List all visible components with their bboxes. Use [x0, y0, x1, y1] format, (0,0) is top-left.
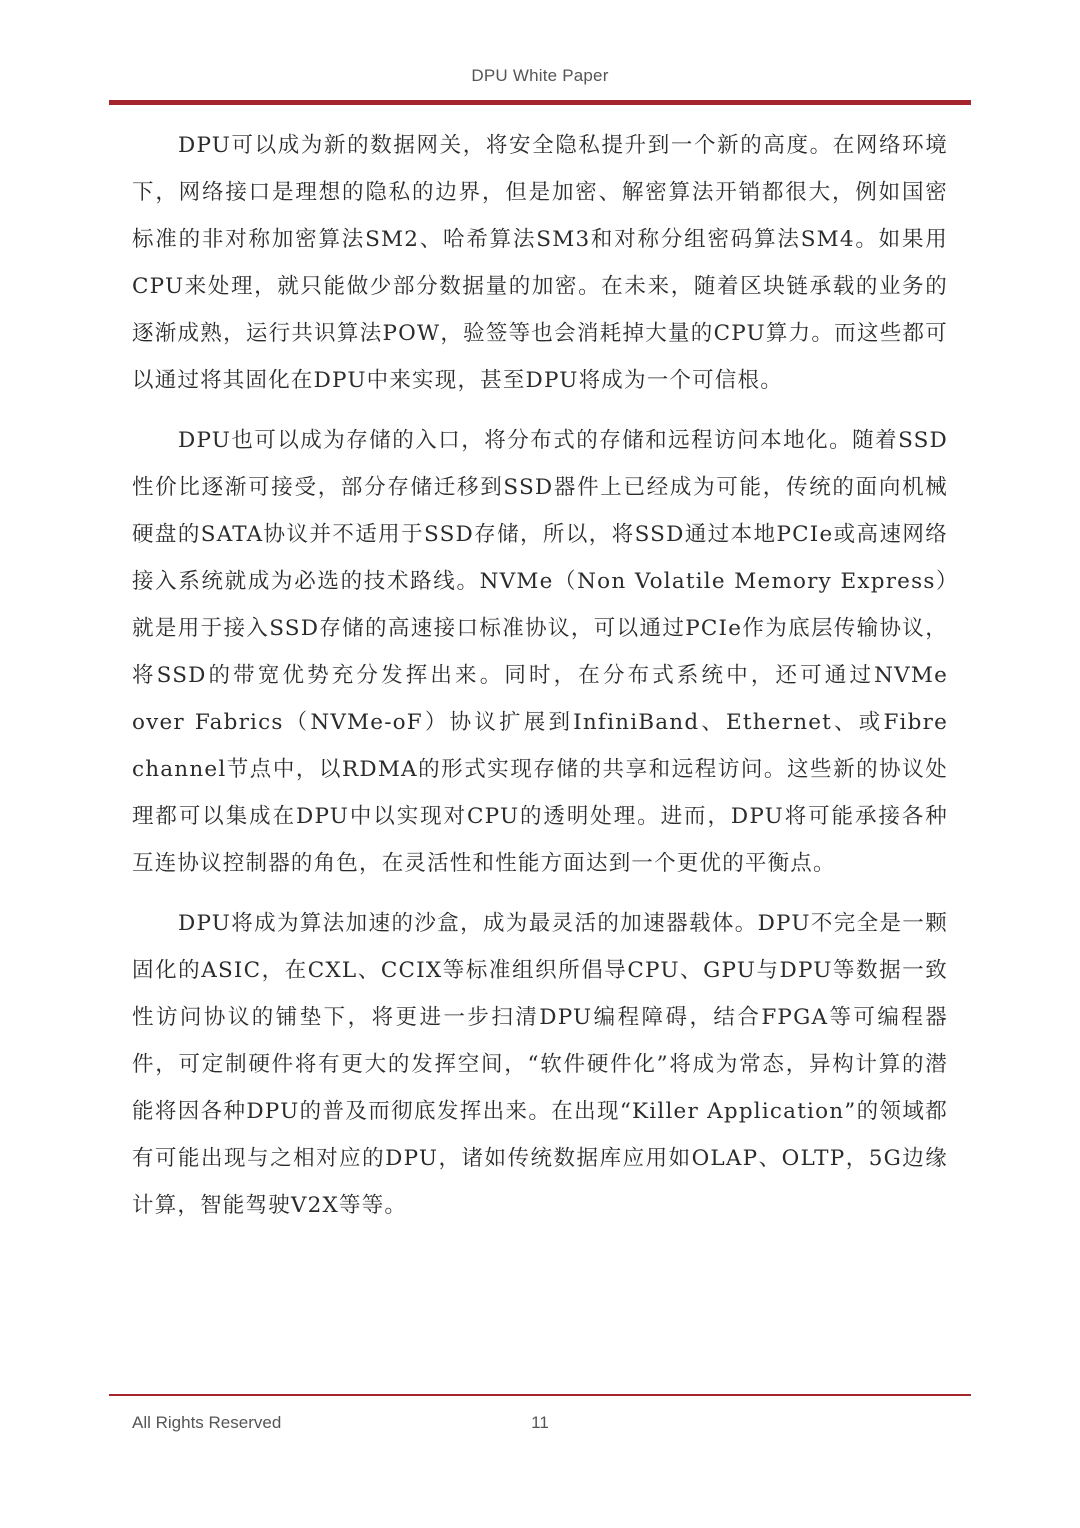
page-header-title: DPU White Paper	[471, 66, 609, 85]
footer-divider	[109, 1394, 971, 1396]
header-divider	[109, 100, 971, 105]
paragraph-dpu-data-gateway: DPU可以成为新的数据网关，将安全隐私提升到一个新的高度。在网络环境下，网络接口是理想的隐私的边界，但是加密、解密算法开销都很大，例如国密标准的非对称加密算法SM2、哈希算法SM3和对称分组密码算法SM4。如果用CPU来处理，就只能做少部分数据量的加密。在未来，随着区块链承载的业务的逐渐成熟，运行共识算法POW，验签等也会消耗掉大量的CPU算力。而这些都可以通过将其固化在DPU中来实现，甚至DPU将成为一个可信根。	[132, 133, 948, 394]
footer-rights: All Rights Reserved	[132, 1413, 282, 1432]
paragraph-dpu-storage-entry: DPU也可以成为存储的入口，将分布式的存储和远程访问本地化。随着SSD性价比逐渐可接受，部分存储迁移到SSD器件上已经成为可能，传统的面向机械硬盘的SATA协议并不适用于SSD存储，所以，将SSD通过本地PCIe或高速网络接入系统就成为必选的技术路线。NVMe（Non Volatile Memory Express）就是用于接入SSD存储的高速接口标准协议，可以通过PCIe作为底层传输协议，将SSD的带宽优势充分发挥出来。同时，在分布式系统中，还可通过NVMe over Fabrics（NVMe-oF）协议扩展到InfiniBand、Ethernet、或Fibre channel节点中，以RDMA的形式实现存储的共享和远程访问。这些新的协议处理都可以集成在DPU中以实现对CPU的透明处理。进而，DPU将可能承接各种互连协议控制器的角色，在灵活性和性能方面达到一个更优的平衡点。	[132, 427, 948, 877]
document-body	[132, 122, 948, 1241]
page-number: 11	[531, 1413, 549, 1432]
paragraph-dpu-algorithm-sandbox: DPU将成为算法加速的沙盒，成为最灵活的加速器载体。DPU不完全是一颗固化的ASIC，在CXL、CCIX等标准组织所倡导CPU、GPU与DPU等数据一致性访问协议的铺垫下，将更进一步扫清DPU编程障碍，结合FPGA等可编程器件，可定制硬件将有更大的发挥空间，“软件硬件化”将成为常态，异构计算的潜能将因各种DPU的普及而彻底发挥出来。在出现“Killer Application”的领域都有可能出现与之相对应的DPU，诸如传统数据库应用如OLAP、OLTP，5G边缘计算，智能驾驶V2X等等。	[132, 910, 948, 1219]
